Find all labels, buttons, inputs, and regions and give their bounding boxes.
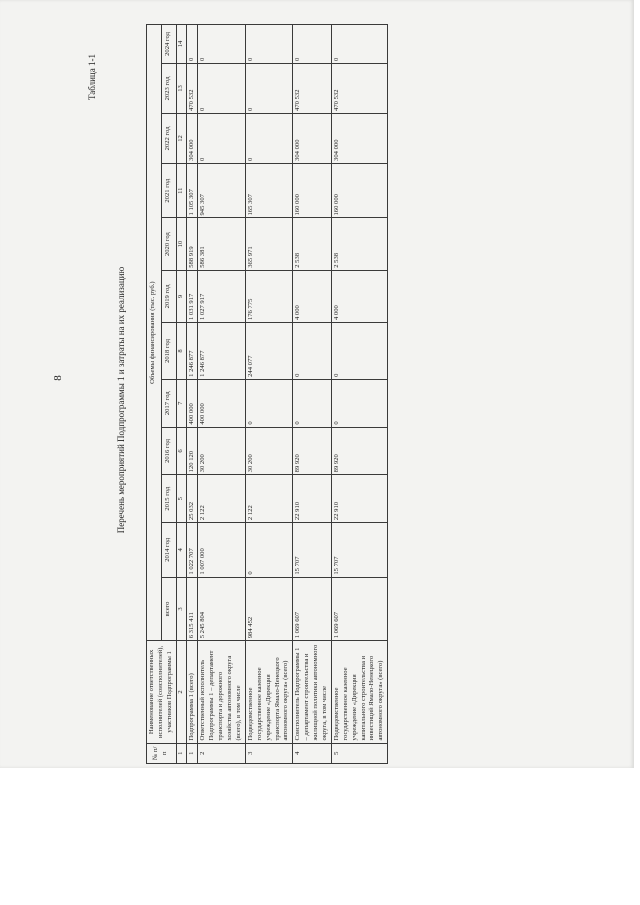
- row-year-value: 0: [245, 25, 292, 64]
- row-year-value: 2 538: [293, 218, 332, 270]
- header-funding-group: Объемы финансирования (тыс. руб.): [147, 25, 162, 641]
- row-year-value: 400 000: [198, 379, 245, 427]
- table-row: [186, 25, 198, 764]
- table-row: [245, 25, 292, 764]
- row-year-value: 15 707: [293, 523, 332, 578]
- row-year-value: 22 910: [331, 475, 387, 523]
- column-number: 2: [176, 641, 186, 743]
- header-year: 2020 год: [161, 218, 176, 270]
- row-number: 3: [245, 743, 292, 763]
- header-year: 2015 год: [161, 475, 176, 523]
- row-year-value: 0: [245, 379, 292, 427]
- row-year-value: 470 532: [186, 63, 198, 113]
- row-year-value: 400 000: [186, 379, 198, 427]
- header-year: 2014 год: [161, 523, 176, 578]
- row-name: Подведомственное государственное казенное учреждение «Дирекция капитального строительства и инвестиций Ямало-Ненецкого автономного округа» (всего): [331, 641, 387, 743]
- row-year-value: 0: [198, 113, 245, 163]
- row-year-value: 0: [331, 323, 387, 380]
- row-name: Подведомственное государственное казенное учреждение «Дирекция транспорта Ямало-Ненецкого автономного округа» (всего): [245, 641, 292, 743]
- row-name: Ответственный исполнитель Подпрограммы 1 – департамент транспорта и дорожного хозяйства автономного округа (всего), в том числе: [198, 641, 245, 743]
- row-total-value: 1 069 607: [293, 577, 332, 641]
- row-year-value: 25 032: [186, 475, 198, 523]
- row-year-value: 586 381: [198, 218, 245, 270]
- row-year-value: 0: [198, 25, 245, 64]
- column-number: 10: [176, 218, 186, 270]
- row-total-value: 6 315 411: [186, 577, 198, 641]
- header-year: 2024 год: [161, 25, 176, 64]
- column-number: 12: [176, 113, 186, 163]
- table-row: [331, 25, 387, 764]
- header-total: всего: [161, 577, 176, 641]
- row-year-value: 470 532: [293, 63, 332, 113]
- row-year-value: 120 120: [186, 427, 198, 475]
- row-number: 4: [293, 743, 332, 763]
- column-number: 11: [176, 163, 186, 218]
- row-year-value: 304 000: [186, 113, 198, 163]
- rotated-table-container: [146, 24, 626, 764]
- row-year-value: 30 200: [245, 427, 292, 475]
- header-year: 2017 год: [161, 379, 176, 427]
- header-year: 2022 год: [161, 113, 176, 163]
- row-year-value: 365 971: [245, 218, 292, 270]
- row-name: Соисполнитель Подпрограммы 1 – департамент строительства и жилищной политики автономного округа, в том числе: [293, 641, 332, 743]
- row-number: 1: [186, 743, 198, 763]
- header-no: № п/п: [147, 743, 177, 763]
- row-year-value: 1 027 917: [198, 270, 245, 322]
- table-row: [293, 25, 332, 764]
- row-year-value: 22 910: [293, 475, 332, 523]
- row-year-value: 176 775: [245, 270, 292, 322]
- row-year-value: 89 920: [331, 427, 387, 475]
- row-year-value: 0: [331, 379, 387, 427]
- row-year-value: 1 031 917: [186, 270, 198, 322]
- row-total-value: 1 069 607: [331, 577, 387, 641]
- row-year-value: 2 122: [245, 475, 292, 523]
- row-year-value: 0: [293, 25, 332, 64]
- row-year-value: 0: [186, 25, 198, 64]
- row-year-value: 0: [293, 379, 332, 427]
- row-year-value: 2 122: [198, 475, 245, 523]
- row-year-value: 89 920: [293, 427, 332, 475]
- row-total-value: 984 452: [245, 577, 292, 641]
- row-total-value: 5 245 804: [198, 577, 245, 641]
- row-year-value: 160 000: [331, 163, 387, 218]
- header-year: 2023 год: [161, 63, 176, 113]
- table-body: [186, 25, 388, 764]
- row-year-value: 1 246 877: [198, 323, 245, 380]
- column-number: 14: [176, 25, 186, 64]
- row-year-value: 2 538: [331, 218, 387, 270]
- row-year-value: 4 000: [293, 270, 332, 322]
- row-year-value: 160 000: [293, 163, 332, 218]
- row-year-value: 304 000: [331, 113, 387, 163]
- column-number: 5: [176, 475, 186, 523]
- header-year: 2016 год: [161, 427, 176, 475]
- row-year-value: 0: [245, 113, 292, 163]
- row-year-value: 15 707: [331, 523, 387, 578]
- row-year-value: 244 077: [245, 323, 292, 380]
- column-number: 7: [176, 379, 186, 427]
- row-year-value: 1 022 707: [186, 523, 198, 578]
- row-year-value: 4 000: [331, 270, 387, 322]
- row-year-value: 0: [331, 25, 387, 64]
- page-number: 8: [52, 375, 64, 381]
- table-row: [198, 25, 245, 764]
- row-year-value: 1 105 307: [186, 163, 198, 218]
- column-number-row: [176, 25, 186, 764]
- row-name: Подпрограмма 1 (всего): [186, 641, 198, 743]
- header-year: 2019 год: [161, 270, 176, 322]
- row-year-value: 470 532: [331, 63, 387, 113]
- row-number: 2: [198, 743, 245, 763]
- header-year: 2021 год: [161, 163, 176, 218]
- column-number: 9: [176, 270, 186, 322]
- row-year-value: 1 246 877: [186, 323, 198, 380]
- row-year-value: 1 007 000: [198, 523, 245, 578]
- row-number: 5: [331, 743, 387, 763]
- column-number: 3: [176, 577, 186, 641]
- column-number: 8: [176, 323, 186, 380]
- row-year-value: 0: [245, 63, 292, 113]
- column-number: 1: [176, 743, 186, 763]
- row-year-value: 588 919: [186, 218, 198, 270]
- table-label: [87, 54, 97, 100]
- column-number: 6: [176, 427, 186, 475]
- table-label-text: Таблица 1-1: [87, 54, 97, 100]
- header-name: Наименование ответственных исполнителей (соисполнителей), участников Подпрограммы 1: [147, 641, 177, 743]
- row-year-value: 0: [245, 523, 292, 578]
- row-year-value: 304 000: [293, 113, 332, 163]
- column-number: 13: [176, 63, 186, 113]
- row-year-value: 0: [293, 323, 332, 380]
- row-year-value: 165 307: [245, 163, 292, 218]
- table-title: [116, 160, 126, 640]
- row-year-value: 945 307: [198, 163, 245, 218]
- row-year-value: 0: [198, 63, 245, 113]
- column-number: 4: [176, 523, 186, 578]
- header-year: 2018 год: [161, 323, 176, 380]
- header-row-1: [147, 25, 162, 764]
- row-year-value: 30 200: [198, 427, 245, 475]
- funding-table: [146, 24, 388, 764]
- table-title-text: Перечень мероприятий Подпрограммы 1 и затраты на их реализацию: [116, 266, 126, 534]
